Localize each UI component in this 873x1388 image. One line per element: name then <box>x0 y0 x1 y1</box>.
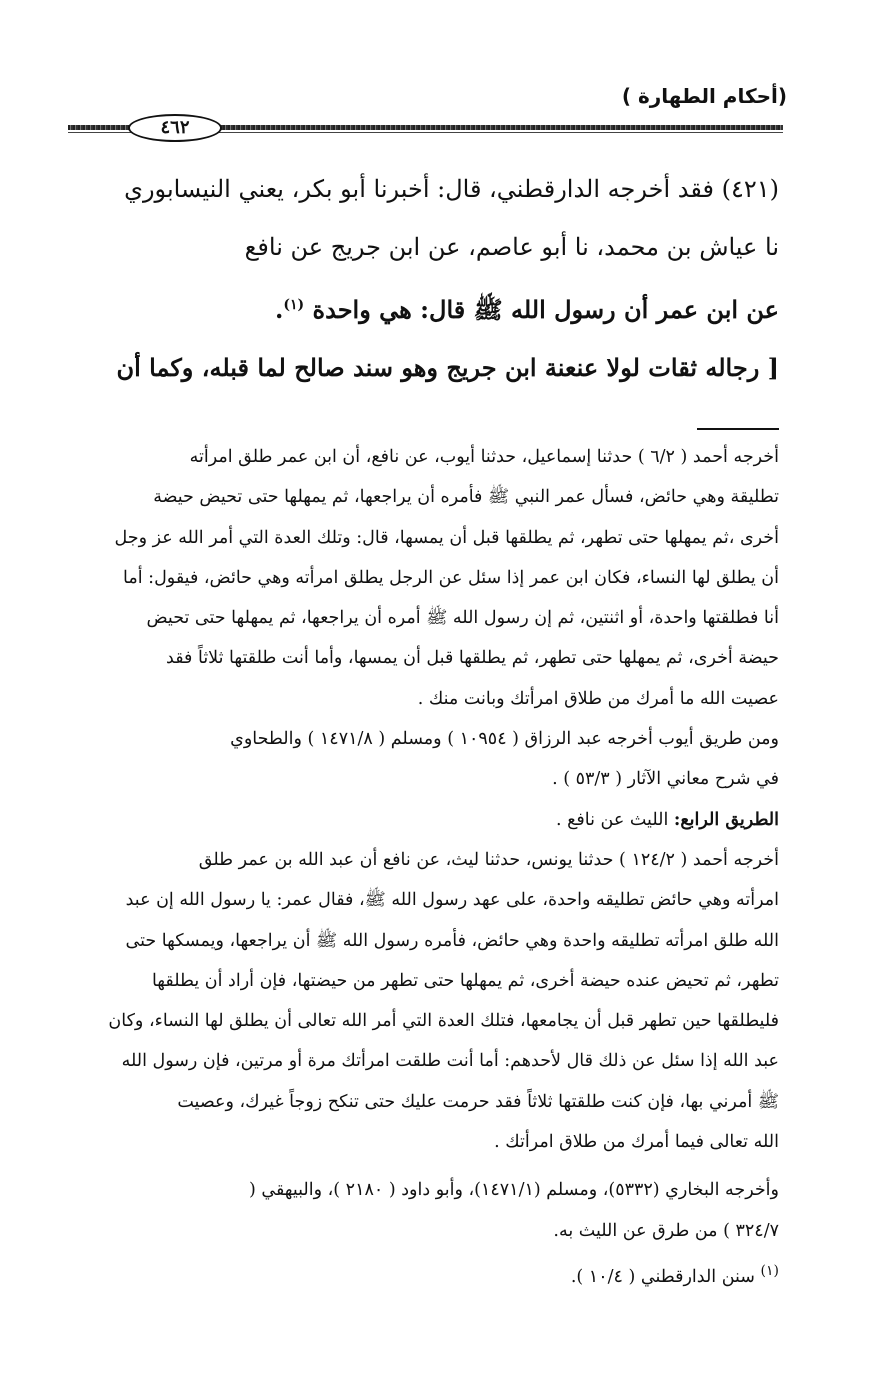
note-line: أخرى ،ثم يمهلها حتى تطهر، ثم يطلقها قبل أن يمسها، قال: وتلك العدة التي أمر الله عز وجل <box>114 527 779 548</box>
main-line-3 <box>84 276 779 339</box>
footnote-reference: (١) <box>283 297 305 313</box>
section-heading-bold: الطريق الرابع: <box>673 809 779 830</box>
section-heading <box>84 800 779 840</box>
note-line: وأخرجه البخاري (٥٣٣٢)، ومسلم (١٤٧١/١)، وأبو داود ( ٢١٨٠ )، والبيهقي ( <box>248 1180 779 1201</box>
note-line: حيضة أخرى، ثم يمهلها حتى تطهر، ثم يطلقها قبل أن يمسها، وأما أنت طلقتها ثلاثاً فقد <box>166 648 779 669</box>
main-line-3-text: عن ابن عمر أن رسول الله ﷺ قال: هي واحدة <box>312 295 779 324</box>
page-number: ٤٦٢ <box>128 114 222 142</box>
main-line-1: (٤٢١) فقد أخرجه الدارقطني، قال: أخبرنا أبو بكر، يعني النيسابوري <box>124 175 779 203</box>
main-text <box>84 160 779 397</box>
note-line: تطليقة وهي حائض، فسأل عمر النبي ﷺ فأمره أن يراجعها، ثم يمهلها حتى تحيض حيضة <box>153 487 779 508</box>
note-line: أنا فطلقتها واحدة، أو اثنتين، ثم إن رسول الله ﷺ أمره أن يراجعها، ثم يمهلها حتى تحيض <box>146 608 779 629</box>
note-line: امرأته وهي حائض تطليقه واحدة، على عهد رسول الله ﷺ، فقال عمر: يا رسول الله إن عبد <box>125 890 779 911</box>
running-title: (أحكام الطهارة ) <box>621 84 787 108</box>
main-line-2: نا عياش بن محمد، نا أبو عاصم، عن ابن جريج عن نافع <box>244 233 779 261</box>
note-line: ٣٢٤/٧ ) من طرق عن الليث به. <box>553 1220 779 1241</box>
note-line: أخرجه أحمد ( ١٢٤/٢ ) حدثنا يونس، حدثنا ليث، عن نافع أن عبد الله بن عمر طلق <box>198 849 779 870</box>
note-line: أن يطلق لها النساء، فكان ابن عمر إذا سئل عن الرجل يطلق امرأته وهي حائض، فيقول: أما <box>123 567 779 588</box>
footnote-1-text: سنن الدارقطني ( ١٠/٤ ). <box>570 1266 761 1287</box>
note-line: الله طلق امرأته تطليقه واحدة وهي حائض، فأمره رسول الله ﷺ أن يراجعها، ويمسكها حتى <box>125 930 779 951</box>
footnotes <box>84 437 779 1297</box>
header-rule <box>68 114 783 140</box>
footnote-separator <box>697 428 779 430</box>
section-heading-rest: الليث عن نافع . <box>555 809 674 830</box>
note-line: ومن طريق أيوب أخرجه عبد الرزاق ( ١٠٩٥٤ ) ومسلم ( ١٤٧١/٨ ) والطحاوي <box>230 729 779 750</box>
note-line: في شرح معاني الآثار ( ٥٣/٣ ) . <box>552 769 779 790</box>
note-line: فليطلقها حين تطهر قبل أن يجامعها، فتلك العدة التي أمر الله تعالى أن يطلق لها النساء، وكان <box>108 1011 779 1032</box>
note-line: ﷺ أمرني بها، فإن كنت طلقتها ثلاثاً فقد حرمت عليك حتى تنكح زوجاً غيرك، وعصيت <box>177 1091 779 1112</box>
footnote-1-marker: (١) <box>760 1262 779 1279</box>
note-line: عبد الله إذا سئل عن ذلك قال لأحدهم: أما أنت طلقت امرأتك مرة أو مرتين، فإن رسول الله <box>121 1051 779 1072</box>
footnote-1 <box>84 1251 779 1297</box>
main-line-3-end: . <box>275 295 284 324</box>
main-line-4: [ رجاله ثقات لولا عنعنة ابن جريج وهو سند صالح لما قبله، وكما أن <box>116 353 779 382</box>
note-line: عصيت الله ما أمرك من طلاق امرأتك وبانت منك . <box>417 688 779 709</box>
note-line: الله تعالى فيما أمرك من طلاق امرأتك . <box>494 1132 779 1153</box>
note-line: تطهر، ثم تحيض عنده حيضة أخرى، ثم يمهلها حتى تطهر من حيضتها، فإن أراد أن يطلقها <box>151 970 779 991</box>
note-line: أخرجه أحمد ( ٦/٢ ) حدثنا إسماعيل، حدثنا أيوب، عن نافع، أن ابن عمر طلق امرأته <box>189 447 779 467</box>
